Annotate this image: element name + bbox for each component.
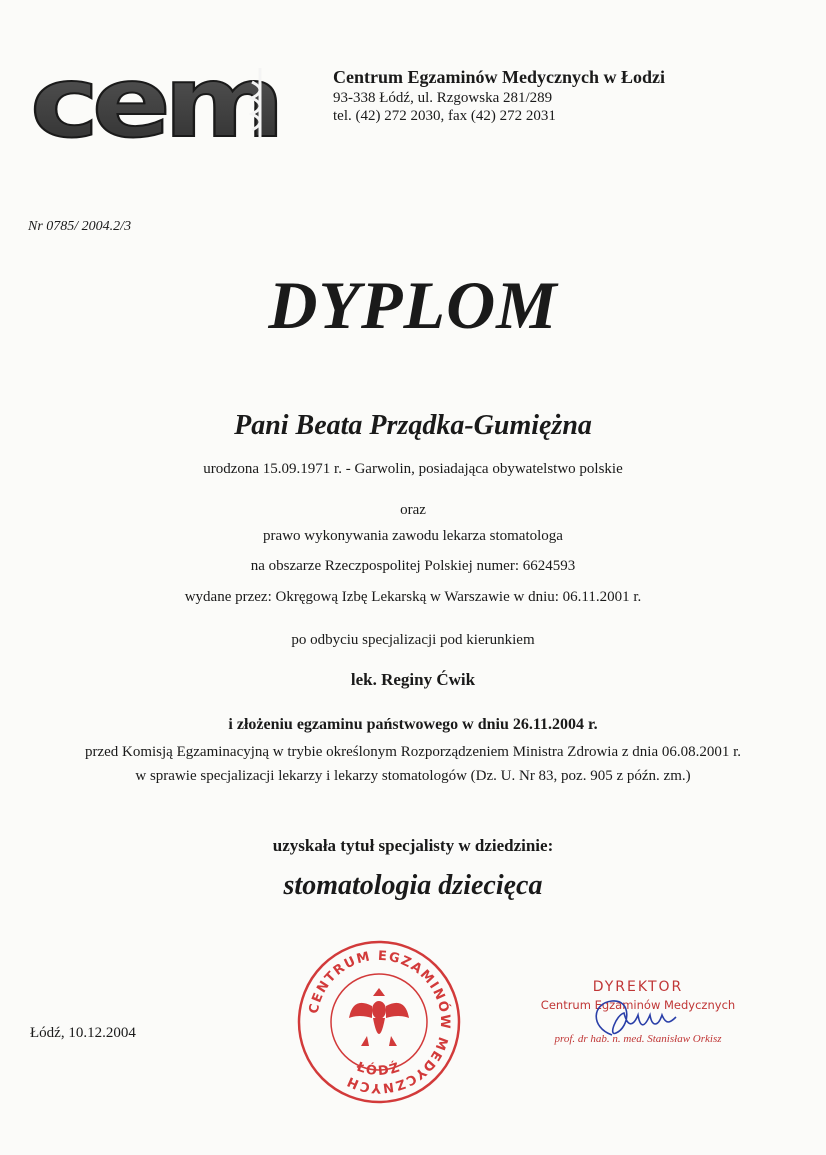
logo-wordmark: cem — [30, 62, 278, 144]
diploma-title: DYPLOM — [268, 267, 558, 343]
organization-block — [333, 66, 665, 126]
issued-by-line: wydane przez: Okręgową Izbę Lekarską w Warszawie w dniu: 06.11.2001 r. — [184, 589, 642, 605]
stamp-person: prof. dr hab. n. med. Stanisław Orkisz — [554, 1033, 722, 1045]
specialty-name: stomatologia dziecięca — [283, 870, 543, 901]
seal-city: ŁÓDŹ — [354, 1059, 404, 1080]
organization-address: 93-338 Łódź, ul. Rzgowska 281/289 — [333, 89, 553, 106]
specialization-line: po odbyciu specjalizacji pod kierunkiem — [291, 632, 535, 648]
seal-text: CENTRUM EGZAMINÓW MEDYCZNYCH — [306, 948, 453, 1096]
supervisor-name: lek. Reginy Ćwik — [350, 670, 476, 689]
territory-line: na obszarze Rzeczpospolitej Polskiej numer: 6624593 — [250, 558, 576, 574]
regulation-line: w sprawie specjalizacji lekarzy i lekarzy stomatologów (Dz. U. Nr 83, poz. 905 z późn. zm.) — [135, 768, 691, 784]
eagle-emblem-icon — [349, 988, 409, 1046]
commission-line: przed Komisją Egzaminacyjną w trybie określonym Rozporządzeniem Ministra Zdrowia z dnia 06.08.2001 r. — [84, 744, 742, 760]
stamp-organization: Centrum Egzaminów Medycznych — [540, 998, 736, 1012]
director-stamp — [520, 975, 750, 1055]
exam-line: i złożeniu egzaminu państwowego w dniu 26.11.2004 r. — [228, 716, 598, 733]
organization-contact: tel. (42) 272 2030, fax (42) 272 2031 — [333, 108, 556, 125]
birth-line: urodzona 15.09.1971 r. - Garwolin, posiadająca obywatelstwo polskie — [203, 461, 623, 477]
svg-text:ŁÓDŹ — [354, 1059, 404, 1079]
stamp-title: DYREKTOR — [592, 979, 684, 995]
official-seal — [295, 938, 463, 1106]
oraz-line: oraz — [400, 502, 426, 518]
diploma-number: Nr 0785/ 2004.2/3 — [28, 219, 132, 234]
organization-name: Centrum Egzaminów Medycznych w Łodzi — [333, 67, 665, 87]
cem-logo — [30, 62, 282, 144]
recipient-name: Pani Beata Prządka-Gumiężna — [234, 410, 592, 441]
right-to-practice-line: prawo wykonywania zawodu lekarza stomatologa — [263, 528, 563, 544]
place-and-date: Łódź, 10.12.2004 — [30, 1025, 136, 1041]
title-obtained-line: uzyskała tytuł specjalisty w dziedzinie: — [272, 836, 554, 855]
